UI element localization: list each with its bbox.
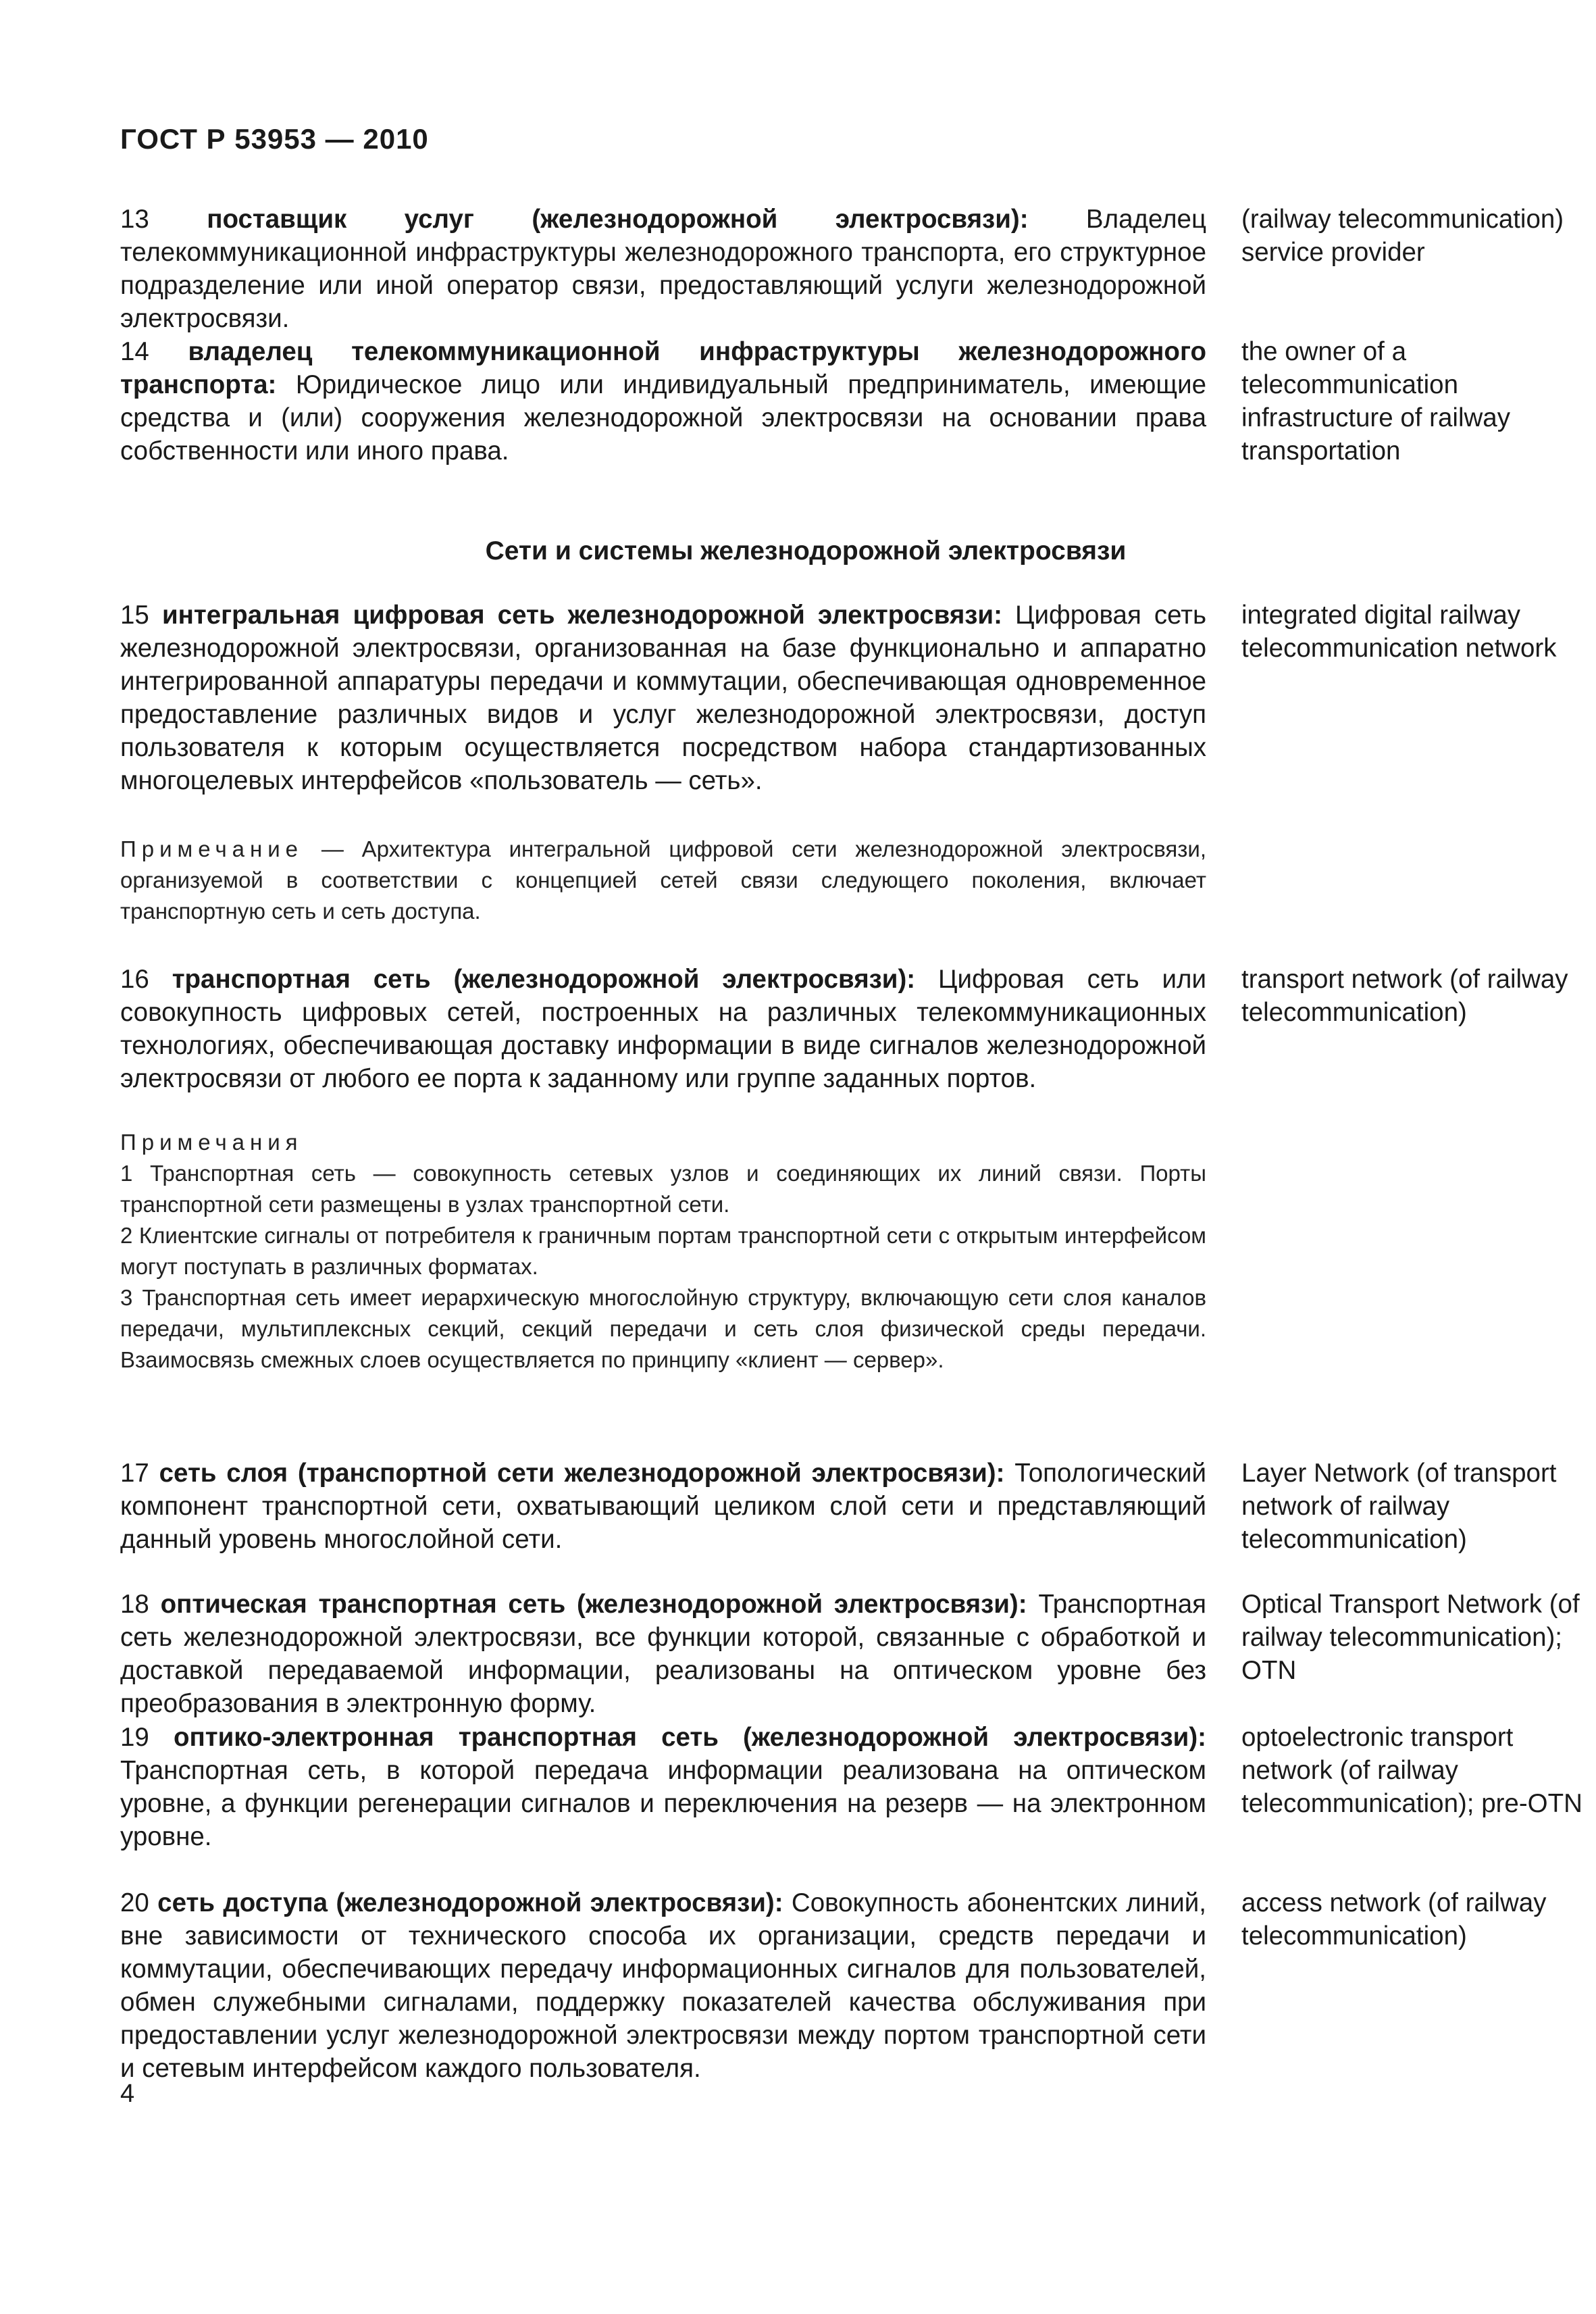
term-definition: Цифровая сеть или совокупность цифровых сетей, построенных на различных телекоммуникационных технологиях, обеспечивающая доставку информации в виде сигналов железнодорожной электросвязи от любого ее порта к заданному или группе заданных портов. xyxy=(120,965,1206,1093)
term-definition-ru xyxy=(120,335,1206,468)
note-item: 2 Клиентские сигналы от потребителя к граничным портам транспортной сети с открытым интерфейсом могут поступать в различных форматах. xyxy=(120,1223,1206,1279)
term-name: оптическая транспортная сеть (железнодорожной электросвязи): xyxy=(160,1590,1027,1619)
term-name: оптико-электронная транспортная сеть (железнодорожной электросвязи): xyxy=(173,1723,1206,1752)
term-english-equivalent: transport network (of railway telecommunication) xyxy=(1241,965,1568,1027)
entry-number: 15 xyxy=(120,601,149,630)
entry-number: 13 xyxy=(120,205,149,234)
term-english-equivalent: access network (of railway telecommunication) xyxy=(1241,1888,1547,1951)
term-definition-ru xyxy=(120,1588,1206,1720)
term-name: транспортная сеть (железнодорожной электросвязи): xyxy=(172,965,916,994)
term-definition: Топологический компонент транспортной сети, охватывающий целиком слой сети и представляющий данный уровень многослойной сети. xyxy=(120,1459,1206,1554)
term-name: интегральная цифровая сеть железнодорожной электросвязи: xyxy=(161,601,1002,630)
entry-number: 17 xyxy=(120,1459,149,1488)
term-english-equivalent: Layer Network (of transport network of railway telecommunication) xyxy=(1241,1459,1557,1554)
term-name: владелец телекоммуникационной инфраструктуры железнодорожного транспорта: xyxy=(120,337,1206,399)
term-definition-ru xyxy=(120,1721,1206,1853)
note-text: — Архитектура интегральной цифровой сети железнодорожной электросвязи, организуемой в соответствии с концепцией сетей связи следующего поколения, включает транспортную сеть и сеть доступа. xyxy=(120,836,1207,924)
term-english-equivalent: (railway telecommunication) service provider xyxy=(1241,205,1564,267)
term-definition: Транспортная сеть железнодорожной электросвязи, все функции которой, связанные с обработкой и доставкой передаваемой информации, реализованы на оптическом уровне без преобразования в электронную форму. xyxy=(120,1590,1207,1718)
document-header: ГОСТ Р 53953 — 2010 xyxy=(120,123,429,155)
page-number: 4 xyxy=(120,2080,135,2108)
section-title: Сети и системы железнодорожной электросвязи xyxy=(485,536,1127,565)
term-name: сеть слоя (транспортной сети железнодорожной электросвязи): xyxy=(159,1459,1005,1488)
term-name: поставщик услуг (железнодорожной электросвязи): xyxy=(207,205,1029,234)
note-15 xyxy=(120,834,1206,927)
term-definition-ru xyxy=(120,1886,1206,2085)
term-definition: Транспортная сеть, в которой передача информации реализована на оптическом уровне, а функции регенерации сигналов и переключения на резерв — на электронном уровне. xyxy=(120,1756,1206,1851)
term-definition: Цифровая сеть железнодорожной электросвязи, организованная на базе функционально и аппаратно интегрированной аппаратуры передачи и коммутации, обеспечивающая одновременное предоставление различных видов и услуг железнодорожной электросвязи, доступ пользователя к которым осуществляется посредством набора стандартизованных многоцелевых интерфейсов «пользователь — сеть». xyxy=(120,601,1207,795)
term-definition: Владелец телекоммуникационной инфраструктуры железнодорожного транспорта, его структурное подразделение или иной оператор связи, предоставляющий услуги железнодорожной электросвязи. xyxy=(120,205,1207,333)
term-definition-ru xyxy=(120,1457,1206,1556)
notes-label: Примечания xyxy=(120,1130,303,1155)
note-item: 1 Транспортная сеть — совокупность сетевых узлов и соединяющих их линий связи. Порты транспортной сети размещены в узлах транспортной сети. xyxy=(120,1161,1206,1217)
term-definition: Юридическое лицо или индивидуальный предприниматель, имеющие средства и (или) сооружения железнодорожной электросвязи на основании права собственности или иного права. xyxy=(120,370,1206,466)
term-english-equivalent: Optical Transport Network (of railway telecommunication); OTN xyxy=(1241,1590,1580,1685)
entry-number: 19 xyxy=(120,1723,149,1752)
note-label: Примечание xyxy=(120,836,304,861)
term-definition: Совокупность абонентских линий, вне зависимости от технического способа их организации, средств передачи и коммутации, обеспечивающих передачу информационных сигналов для пользователей, обмен служебными сигналами, поддержку показателей качества обслуживания при предоставлении услуг железнодорожной электросвязи между портом транспортной сети и сетевым интерфейсом каждого пользователя. xyxy=(120,1888,1207,2083)
entry-number: 16 xyxy=(120,965,149,994)
term-english-equivalent: integrated digital railway telecommunication network xyxy=(1241,601,1557,663)
term-name: сеть доступа (железнодорожной электросвязи): xyxy=(157,1888,783,1917)
notes-16 xyxy=(120,1127,1206,1376)
term-english-equivalent: optoelectronic transport network (of railway telecommunication); pre-OTN xyxy=(1241,1723,1582,1818)
entry-number: 14 xyxy=(120,337,149,366)
term-english-equivalent: the owner of a telecommunication infrastructure of railway transportation xyxy=(1241,337,1510,466)
note-item: 3 Транспортная сеть имеет иерархическую многослойную структуру, включающую сети слоя каналов передачи, мультиплексных секций, секций передачи и сеть слоя физической среды передачи. Взаимосвязь смежных слоев осуществляется по принципу «клиент — сервер». xyxy=(120,1285,1206,1372)
entry-number: 20 xyxy=(120,1888,149,1917)
entry-number: 18 xyxy=(120,1590,149,1619)
term-definition-ru xyxy=(120,963,1206,1095)
term-definition-ru xyxy=(120,599,1206,797)
term-definition-ru xyxy=(120,203,1206,335)
